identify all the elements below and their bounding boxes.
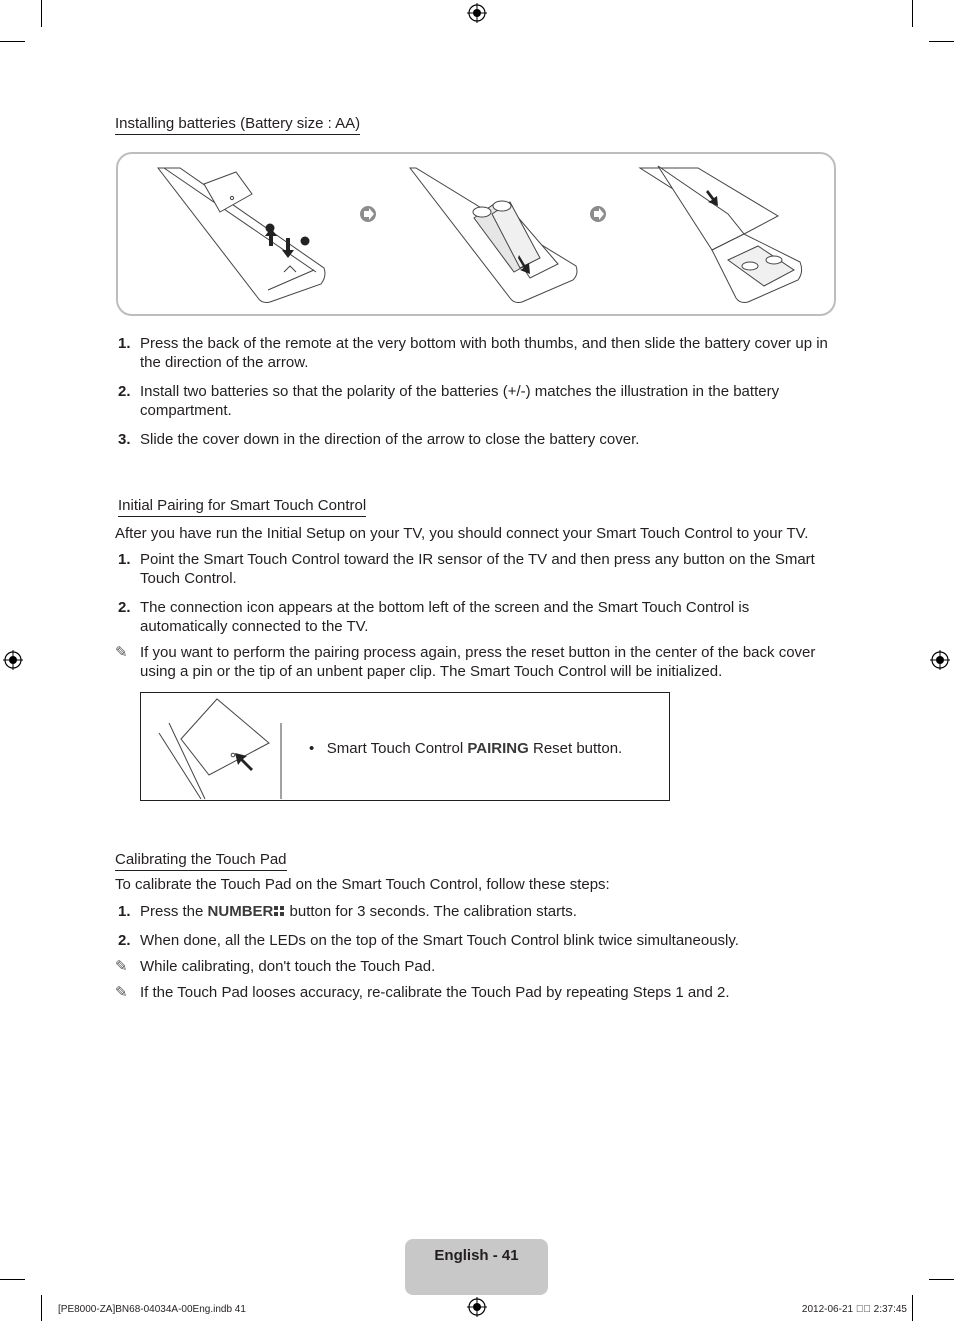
footer-file-info: [PE8000-ZA]BN68-04034A-00Eng.indb 41 [58, 1304, 246, 1315]
note-text: While calibrating, don't touch the Touch Pad. [140, 958, 436, 975]
step-number: 1. [118, 335, 131, 352]
crop-mark [0, 41, 25, 42]
remote-closing-illustration [640, 166, 802, 303]
calibrating-note [115, 957, 835, 976]
step-text: Install two batteries so that the polarity of the batteries (+/-) matches the illustration in the battery compartment. [140, 383, 780, 419]
caption-suffix: Reset button. [528, 740, 623, 757]
circle-arrow-right-icon [590, 206, 606, 222]
page-number-tab: English - 41 [405, 1239, 548, 1295]
battery-installation-illustration [118, 154, 838, 318]
registration-mark-icon [3, 650, 23, 670]
note-text: If you want to perform the pairing process again, press the reset button in the center of the back cover using a pin or the tip of an unbent paper clip. The Smart Touch Control will be initialized. [140, 644, 816, 680]
step-text: When done, all the LEDs on the top of the Smart Touch Control blink twice simultaneously. [140, 932, 739, 949]
registration-mark-icon [467, 3, 487, 23]
calibrating-step [115, 902, 835, 921]
step-suffix: button for 3 seconds. The calibration starts. [285, 903, 577, 920]
bullet: • [309, 740, 315, 757]
remote-reset-illustration [141, 693, 301, 800]
step-text: The connection icon appears at the bottom left of the screen and the Smart Touch Control is automatically connected to the TV. [140, 599, 750, 635]
pairing-keyword: PAIRING [467, 740, 529, 757]
battery-illustration-panel [116, 152, 836, 316]
caption-prefix: Smart Touch Control [326, 740, 468, 757]
calibrating-note [115, 983, 835, 1002]
number-keyword: NUMBER [207, 903, 274, 920]
step-marker-2-icon [266, 224, 275, 233]
calibrating-step [115, 931, 835, 950]
step-marker-1-icon [301, 237, 310, 246]
section-heading-batteries: Installing batteries (Battery size : AA) [115, 114, 360, 135]
step-text: Slide the cover down in the direction of the arrow to close the battery cover. [140, 431, 640, 448]
crop-mark [929, 41, 954, 42]
note-text: If the Touch Pad looses accuracy, re-calibrate the Touch Pad by repeating Steps 1 and 2. [140, 984, 730, 1001]
section-heading-pairing: Initial Pairing for Smart Touch Control [118, 496, 366, 517]
number-grid-icon [274, 906, 285, 917]
registration-mark-icon [930, 650, 950, 670]
footer-timestamp: 2012-06-21 ￿￿ 2:37:45 [801, 1304, 907, 1315]
battery-step [115, 382, 835, 420]
step-number: 2. [118, 383, 131, 400]
pencil-note-icon: ✎ [115, 958, 128, 975]
crop-mark [0, 1279, 25, 1280]
step-text: Press the back of the remote at the very bottom with both thumbs, and then slide the battery cover up in the direction of the arrow. [140, 335, 828, 371]
pairing-reset-panel [140, 692, 670, 801]
pairing-step [115, 550, 835, 588]
step-number: 3. [118, 431, 131, 448]
pairing-reset-caption [309, 739, 622, 758]
battery-step [115, 430, 835, 449]
step-number: 1. [118, 551, 131, 568]
pencil-note-icon: ✎ [115, 644, 128, 661]
step-text: Point the Smart Touch Control toward the IR sensor of the TV and then press any button on the Smart Touch Control. [140, 551, 815, 587]
step-prefix: Press the [140, 903, 208, 920]
section-heading-calibrating: Calibrating the Touch Pad [115, 850, 287, 871]
pairing-step [115, 598, 835, 636]
crop-mark [929, 1279, 954, 1280]
step-number: 2. [118, 599, 131, 616]
calibrating-intro: To calibrate the Touch Pad on the Smart Touch Control, follow these steps: [115, 876, 610, 893]
crop-mark [41, 0, 42, 27]
step-number: 1. [118, 903, 131, 920]
battery-step [115, 334, 835, 372]
crop-mark [912, 0, 913, 27]
step-text [140, 902, 835, 921]
crop-mark [912, 1295, 913, 1321]
circle-arrow-right-icon [360, 206, 376, 222]
pairing-intro: After you have run the Initial Setup on your TV, you should connect your Smart Touch Control to your TV. [115, 525, 809, 542]
registration-mark-icon [467, 1297, 487, 1317]
pairing-note [115, 643, 835, 681]
step-number: 2. [118, 932, 131, 949]
crop-mark [41, 1295, 42, 1321]
remote-open-illustration [410, 168, 577, 303]
pencil-note-icon: ✎ [115, 984, 128, 1001]
remote-back-illustration [158, 168, 325, 303]
